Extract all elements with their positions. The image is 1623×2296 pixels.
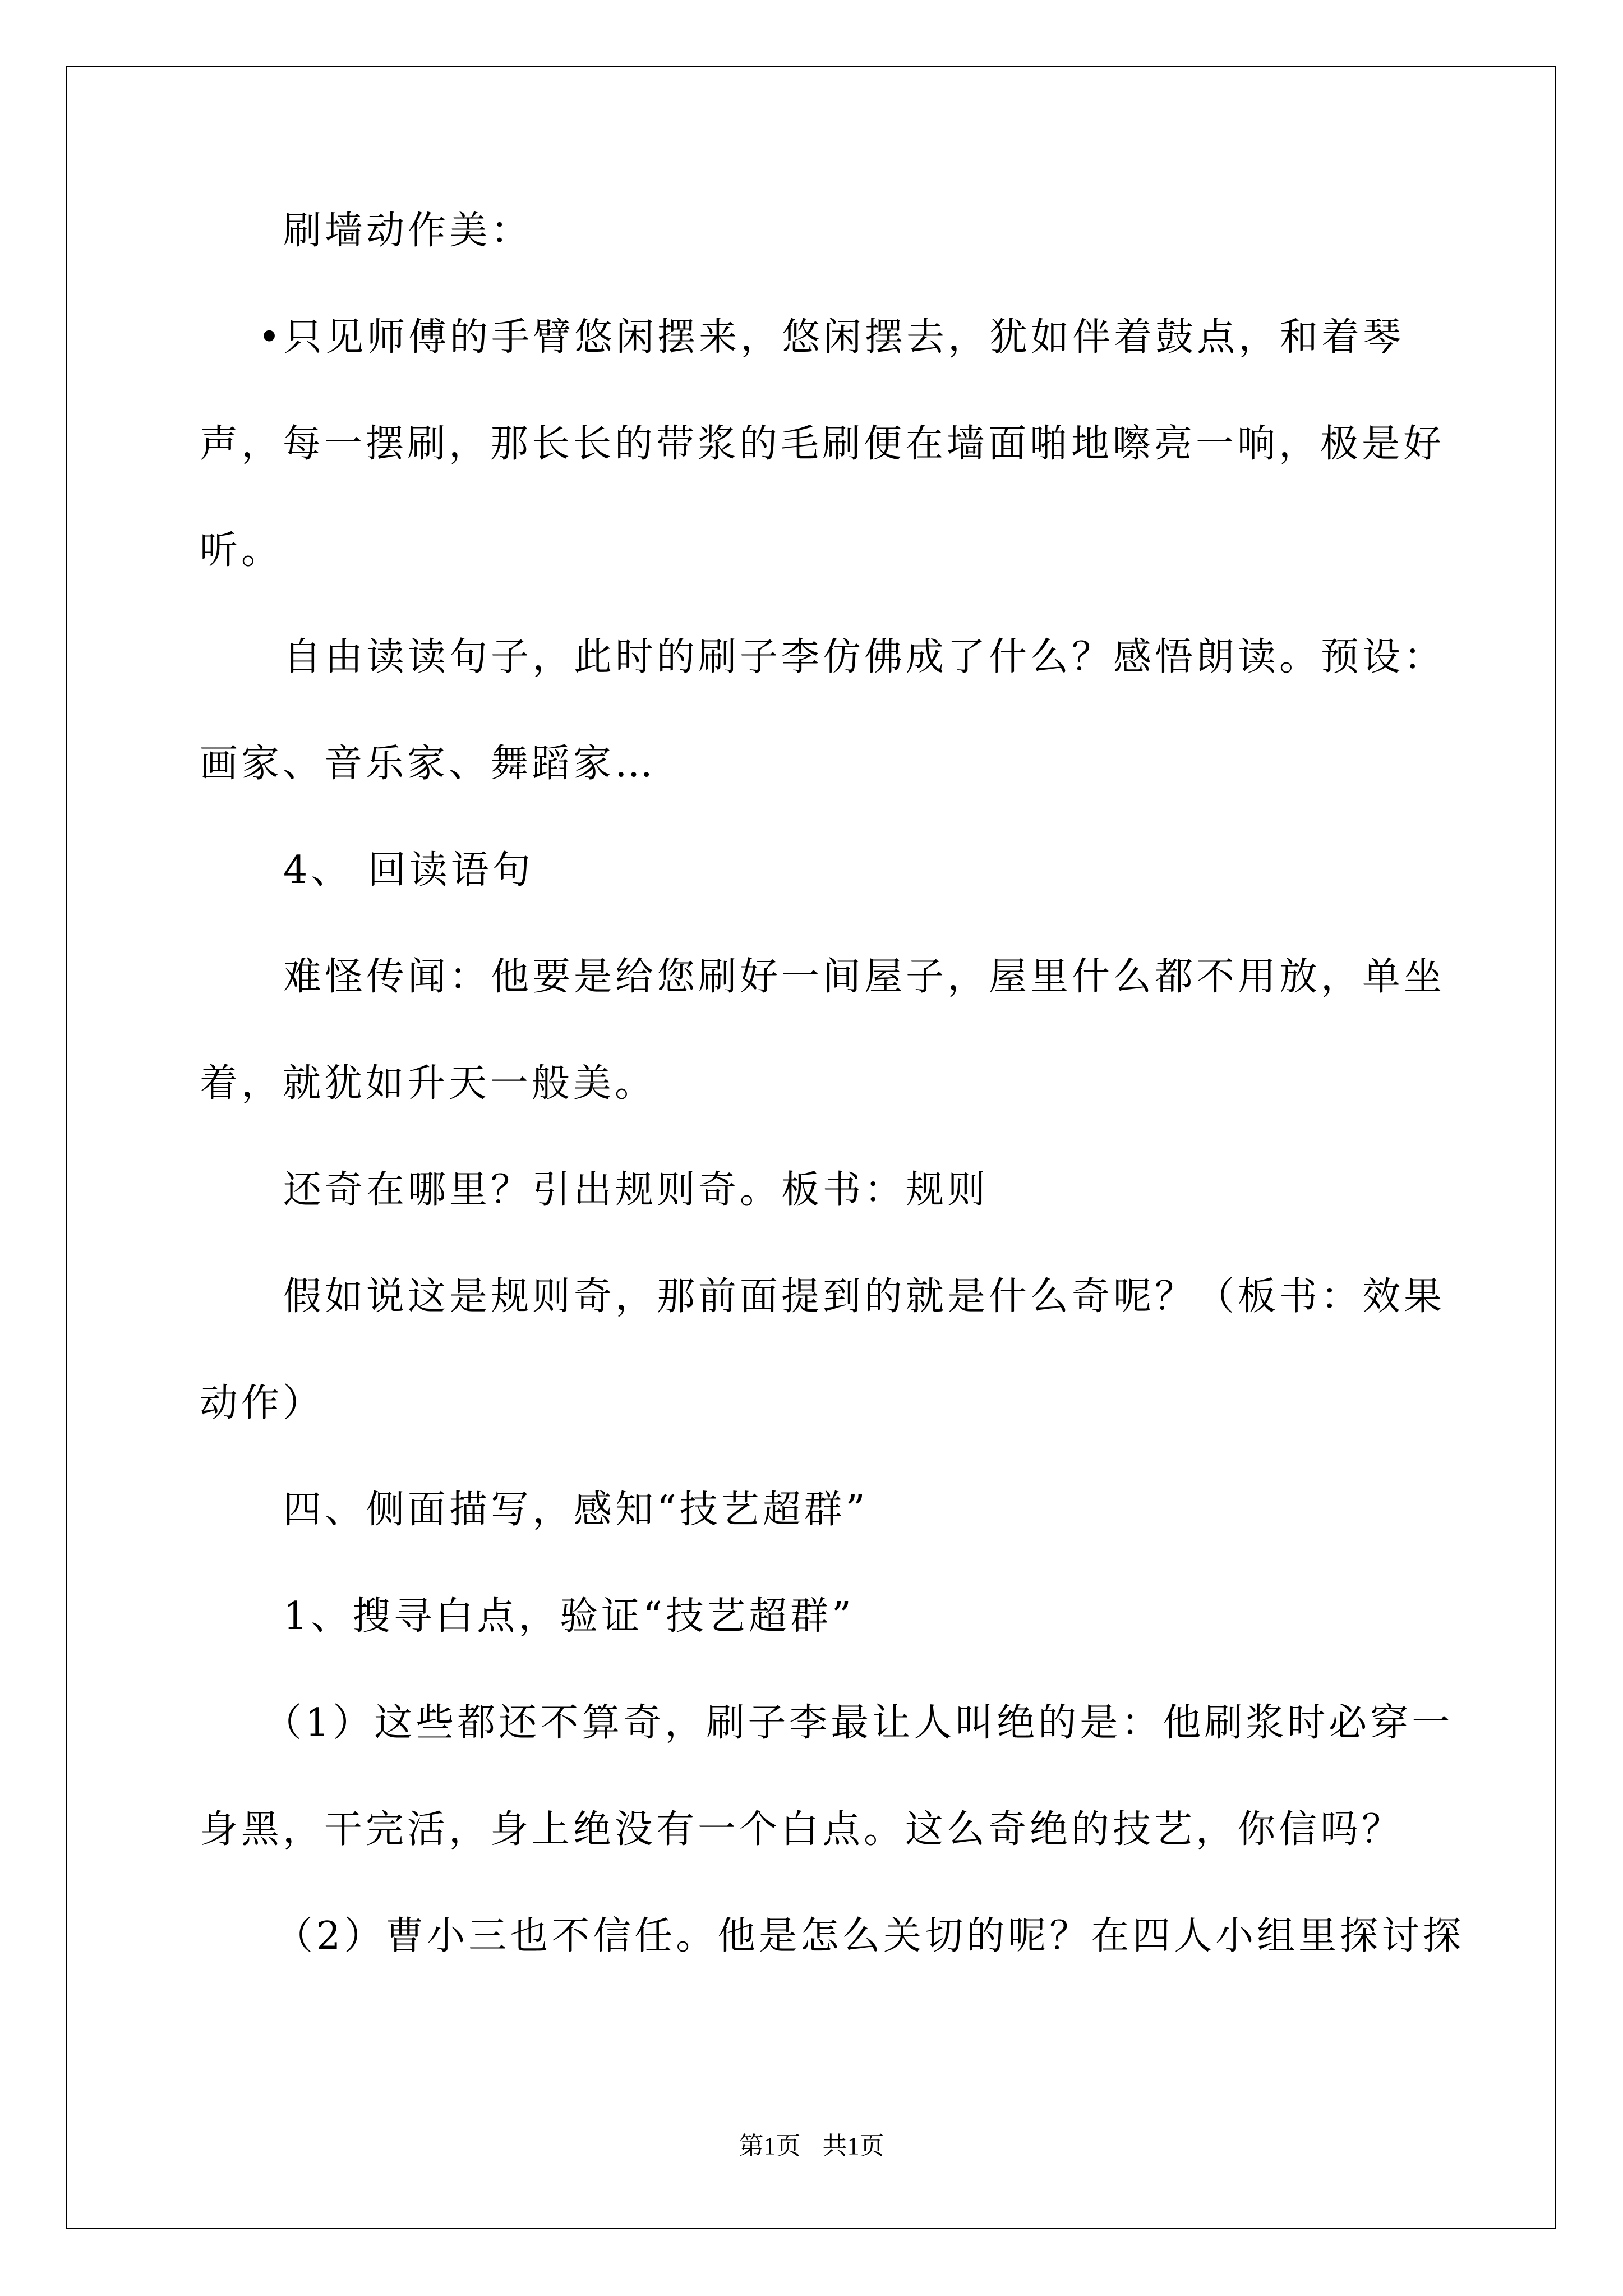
text-line-12: 动作） <box>200 1381 325 1425</box>
page-footer <box>0 2129 1623 2163</box>
text-line-6: 画家、音乐家、舞蹈家… <box>200 742 657 786</box>
text-line-3: 声，每一摆刷，那长长的带浆的毛刷便在墙面啪地嚓亮一响，极是好 <box>200 422 1445 466</box>
text-line-16: 身黑，干完活，身上绝没有一个白点。这么奇绝的技艺，你信吗？ <box>200 1807 1404 1852</box>
text-line-1: 刷墙动作美： <box>283 209 533 253</box>
subheading-1: 1、搜寻白点，验证“技艺超群” <box>283 1594 855 1639</box>
text-line-4: 听。 <box>200 528 283 573</box>
text-line-2: •只见师傅的手臂悠闲摆来，悠闲摆去，犹如伴着鼓点，和着琴 <box>258 315 1405 360</box>
text-line-8: 难怪传闻：他要是给您刷好一间屋子，屋里什么都不用放，单坐 <box>283 955 1446 999</box>
text-line-5: 自由读读句子，此时的刷子李仿佛成了什么？感悟朗读。预设： <box>283 635 1446 679</box>
text-line-15: （1）这些都还不算奇，刷子李最让人叫绝的是：他刷浆时必穿一 <box>264 1701 1454 1745</box>
text-line-10: 还奇在哪里？引出规则奇。板书：规则 <box>283 1168 989 1212</box>
page-total: 共1页 <box>822 2132 884 2160</box>
section-heading-4: 4、 回读语句 <box>283 848 534 892</box>
text-line-17: （2）曹小三也不信任。他是怎么关切的呢？在四人小组里探讨探 <box>275 1914 1465 1958</box>
page-number: 第1页 <box>739 2132 801 2160</box>
page-border <box>66 66 1556 2229</box>
text-line-9: 着，就犹如升天一般美。 <box>200 1061 657 1106</box>
text-line-11: 假如说这是规则奇，那前面提到的就是什么奇呢？（板书：效果 <box>283 1274 1446 1319</box>
section-heading-four: 四、侧面描写，感知“技艺超群” <box>283 1488 869 1532</box>
